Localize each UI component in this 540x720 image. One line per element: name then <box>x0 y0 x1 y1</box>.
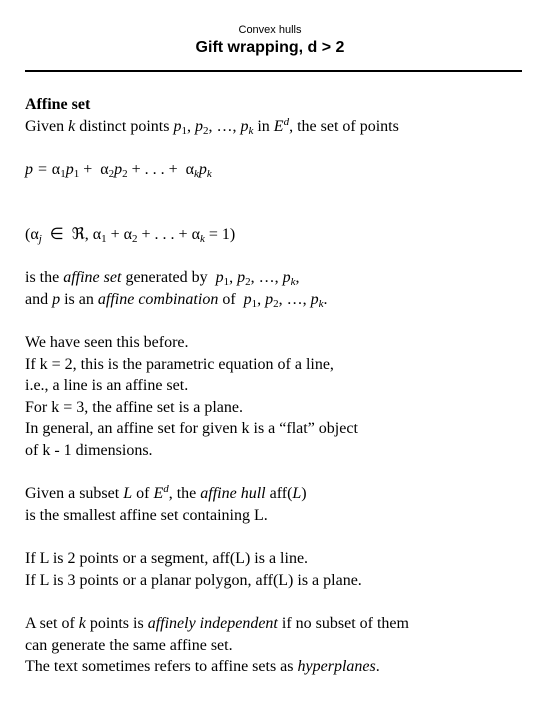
term-hyperplanes: hyperplanes <box>297 658 376 675</box>
constraint-close: = 1) <box>204 225 236 243</box>
slide-body <box>25 94 530 678</box>
affine-constraint: ($\alpha_j$ ∈ ℜ, $\alpha_1 + \alpha_2$ + . . . + $\alpha_k = 1$) <box>25 225 236 245</box>
definition-intro: Given k distinct points $p_1$, $p_2$, …, $p_k$ in $E^d$, the set of points <box>25 115 399 137</box>
hyperplanes-text: The text sometimes refers to affine sets as hyperplanes. <box>25 658 380 675</box>
two-points-text: If L is 2 points or a segment, aff(L) is a line. <box>25 550 309 567</box>
definition-affine-combination: and p is an affine combination of $p_1$, $p_2$, …, $p_k$. <box>25 290 328 310</box>
slide-title: Gift wrapping, d > 2 <box>195 39 345 56</box>
seen-before-text: We have seen this before. <box>25 334 189 351</box>
equation-ellipsis: + . . . + <box>127 161 182 178</box>
term-affinely-independent: affinely independent <box>147 615 278 632</box>
definition-affine-set: is the affine set generated by $p_1$, $p_2$, …, $p_k$, <box>25 269 300 288</box>
affine-equation: $p = \alpha_1p_1 + \alpha_2p_2$ + . . . + $\alpha_kp_k$ <box>25 161 212 180</box>
term-affine-combination: affine combination <box>97 290 219 308</box>
dimensions-text: of k - 1 dimensions. <box>25 441 153 459</box>
title-divider <box>25 70 522 72</box>
slide-topic: Convex hulls <box>238 24 302 36</box>
k3-text: For k = 3, the affine set is a plane. <box>25 398 244 416</box>
smallest-text: is the smallest affine set containing L. <box>25 506 268 524</box>
text-refers: The text sometimes refers to affine sets as <box>25 658 298 675</box>
three-points-text: If L is 3 points or a planar polygon, aff(L) is a plane. <box>25 571 362 589</box>
independence-text: A set of k points is affinely independent if no subset of them <box>25 615 409 632</box>
affine-hull-text: Given a subset L of $E^d$, the affine hull aff(L) <box>25 483 307 502</box>
ie-text: i.e., a line is an affine set. <box>25 377 189 394</box>
term-affine-set: affine set <box>63 269 122 286</box>
general-text: In general, an affine set for given k is a “flat” object <box>25 420 358 437</box>
generate-text: can generate the same affine set. <box>25 636 233 654</box>
term-affine-hull: affine hull <box>200 485 266 502</box>
k2-text: If k = 2, this is the parametric equation of a line, <box>25 355 334 373</box>
equation-lhs: p = <box>25 161 52 178</box>
section-heading: Affine set <box>25 96 91 113</box>
